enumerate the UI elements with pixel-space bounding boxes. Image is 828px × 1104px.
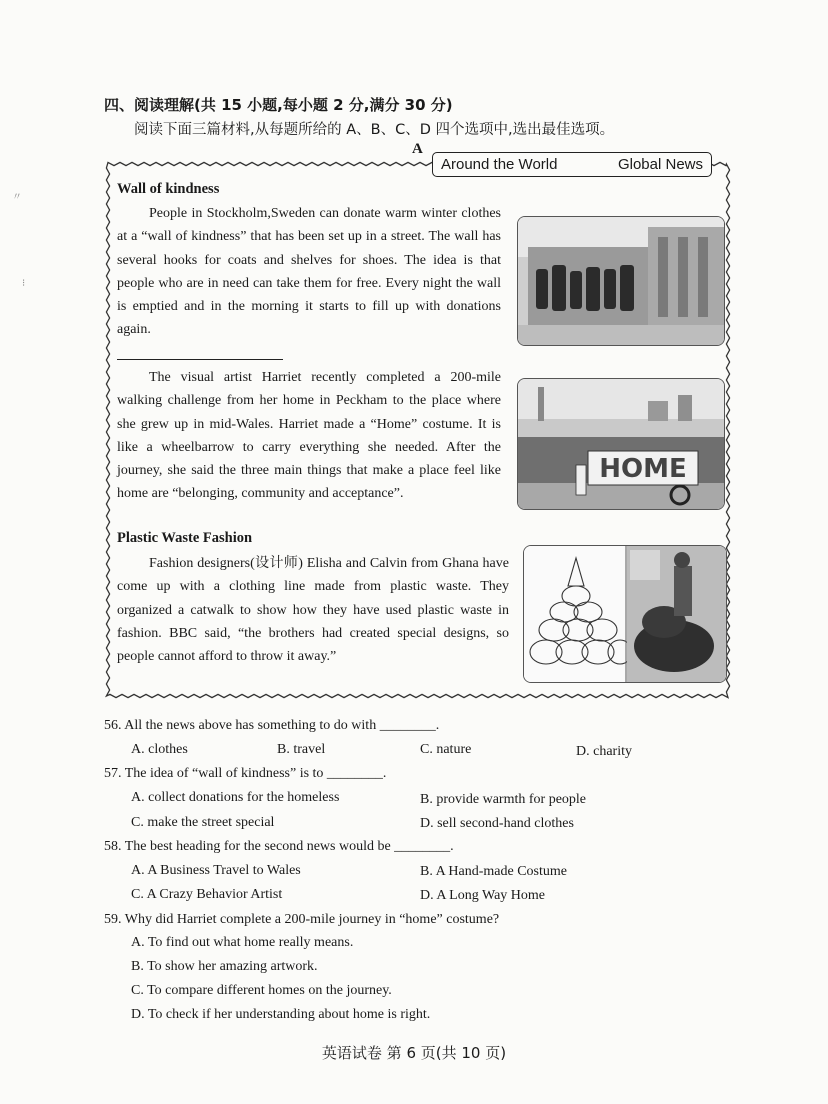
plastic-fashion-photos bbox=[523, 545, 727, 683]
q59-option-c[interactable]: C. To compare different homes on the journey. bbox=[131, 983, 392, 998]
q57-option-d[interactable]: D. sell second-hand clothes bbox=[420, 816, 574, 831]
q58-option-a[interactable]: A. A Business Travel to Wales bbox=[131, 863, 301, 878]
q56-option-a[interactable]: A. clothes bbox=[131, 742, 188, 757]
question-number: 58. bbox=[104, 839, 122, 854]
news-divider bbox=[117, 359, 283, 360]
news3-heading: Plastic Waste Fashion bbox=[117, 530, 253, 546]
question-stem: The idea of “wall of kindness” is to ________. bbox=[124, 766, 387, 781]
question-stem: The best heading for the second news would be ________. bbox=[124, 839, 454, 854]
passage-letter: A bbox=[412, 141, 423, 157]
question-stem: Why did Harriet complete a 200-mile journey in “home” costume? bbox=[124, 912, 500, 927]
news1-text bbox=[117, 202, 501, 342]
news2-body: The visual artist Harriet recently completed a 200-mile walking challenge from her home in Peckham to the place where she grew up in mid-Wales. Harriet made a “Home” costume. It is like a wheelbarrow to carry everything she needed. After the journey, she said the three main things that make a place feel like home are “belonging, community and acceptance”. bbox=[117, 370, 501, 502]
question-number: 56. bbox=[104, 718, 122, 733]
section-title: 四、阅读理解(共 15 小题,每小题 2 分,满分 30 分) bbox=[104, 96, 453, 114]
page-footer: 英语试卷 第 6 页(共 10 页) bbox=[321, 1044, 507, 1062]
margin-speck: ⁝ bbox=[22, 278, 26, 289]
q59-option-b[interactable]: B. To show her amazing artwork. bbox=[131, 959, 318, 974]
q58-option-d[interactable]: D. A Long Way Home bbox=[420, 888, 545, 903]
tag-left: Around the World bbox=[441, 156, 558, 173]
q59-option-a[interactable]: A. To find out what home really means. bbox=[131, 935, 354, 950]
question-number: 59. bbox=[104, 912, 122, 927]
home-costume-photo bbox=[517, 378, 725, 510]
wall-of-kindness-photo bbox=[517, 216, 725, 346]
q58-option-b[interactable]: B. A Hand-made Costume bbox=[420, 864, 567, 879]
news1-heading: Wall of kindness bbox=[117, 181, 220, 197]
tag-right: Global News bbox=[617, 156, 703, 173]
question-56 bbox=[104, 718, 439, 734]
news-tag-box bbox=[432, 152, 712, 177]
home-sign-text: HOME bbox=[599, 454, 687, 484]
q57-option-b[interactable]: B. provide warmth for people bbox=[420, 792, 587, 807]
question-57 bbox=[104, 766, 386, 782]
question-59 bbox=[104, 912, 499, 928]
q59-option-d[interactable]: D. To check if her understanding about home is right. bbox=[131, 1007, 431, 1022]
section-instruction: 阅读下面三篇材料,从每题所给的 A、B、C、D 四个选项中,选出最佳选项。 bbox=[134, 122, 615, 138]
q57-option-c[interactable]: C. make the street special bbox=[131, 815, 275, 830]
q56-option-c[interactable]: C. nature bbox=[420, 742, 472, 757]
question-58 bbox=[104, 839, 454, 855]
margin-speck: 〃 bbox=[12, 192, 22, 203]
news2-text bbox=[117, 366, 501, 506]
q57-option-a[interactable]: A. collect donations for the homeless bbox=[131, 790, 340, 805]
news3-body: Fashion designers(设计师) Elisha and Calvin from Ghana have come up with a clothing line made from plastic waste. They organized a catwalk to show how they have used plastic waste in fashion. BBC said, “the brothers had created special designs, so people cannot afford to throw it away.” bbox=[117, 556, 509, 665]
q56-option-d[interactable]: D. charity bbox=[576, 744, 632, 759]
q56-option-b[interactable]: B. travel bbox=[277, 742, 326, 757]
question-number: 57. bbox=[104, 766, 122, 781]
news1-body: People in Stockholm,Sweden can donate warm winter clothes at a “wall of kindness” that has been set up in a street. The wall has several hooks for coats and shelves for shoes. The idea is that people who are in need can take them for free. Every night the wall is emptied and in the morning it starts to fill up with donations again. bbox=[117, 206, 501, 338]
q58-option-c[interactable]: C. A Crazy Behavior Artist bbox=[131, 887, 283, 902]
news3-text bbox=[117, 552, 509, 668]
question-stem: All the news above has something to do with ________. bbox=[124, 718, 440, 733]
